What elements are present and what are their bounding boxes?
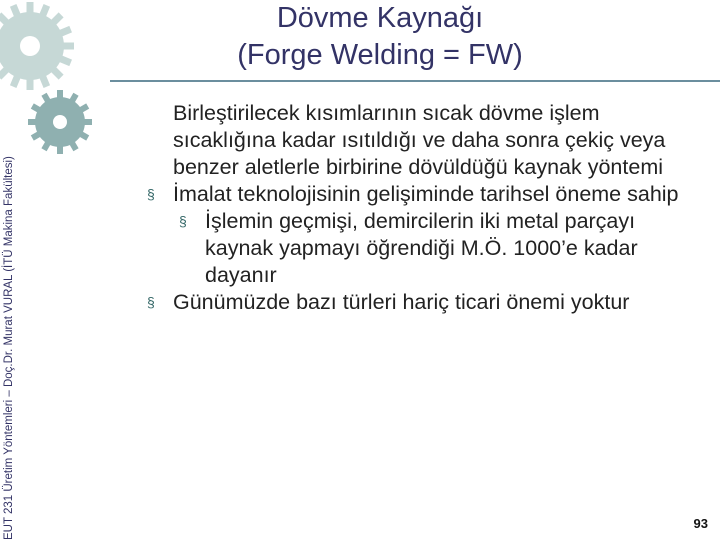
- bullet-item-text: İmalat teknolojisinin gelişiminde tarihsel öneme sahip: [173, 182, 679, 206]
- title-divider: [110, 80, 720, 82]
- slide-title-line-1: Dövme Kaynağı: [276, 2, 484, 34]
- bullet-item: [100, 289, 700, 316]
- slide-body: [100, 100, 700, 316]
- bullet-marker: §: [147, 186, 155, 202]
- bullet-item-text: Günümüzde bazı türleri hariç ticari önemi yoktur: [173, 290, 630, 314]
- body-paragraph: [100, 100, 700, 181]
- sub-bullet-item: [100, 208, 700, 289]
- slide-title: [200, 0, 560, 74]
- body-paragraph-text: Birleştirilecek kısımlarının sıcak dövme işlem sıcaklığına kadar ısıtıldığı ve daha sonra çekiç veya benzer aletlerle birbirine dövüldüğü kaynak yöntemi: [173, 101, 666, 179]
- gear-icon-large: [0, 2, 74, 90]
- page-number: 93: [693, 516, 708, 531]
- sub-bullet-item-text: İşlemin geçmişi, demircilerin iki metal parçayı kaynak yapmayı öğrendiği M.Ö. 1000’e kadar dayanır: [205, 209, 638, 287]
- slide-title-line-2: (Forge Welding = FW): [237, 39, 523, 71]
- side-caption: EUT 231 Üretim Yöntemleri – Doç.Dr. Murat VURAL (İTÜ Makina Fakültesi): [3, 156, 15, 540]
- bullet-marker: §: [147, 294, 155, 310]
- bullet-item: [100, 181, 700, 208]
- bullet-marker: §: [179, 213, 187, 229]
- gear-icon-small: [28, 90, 92, 154]
